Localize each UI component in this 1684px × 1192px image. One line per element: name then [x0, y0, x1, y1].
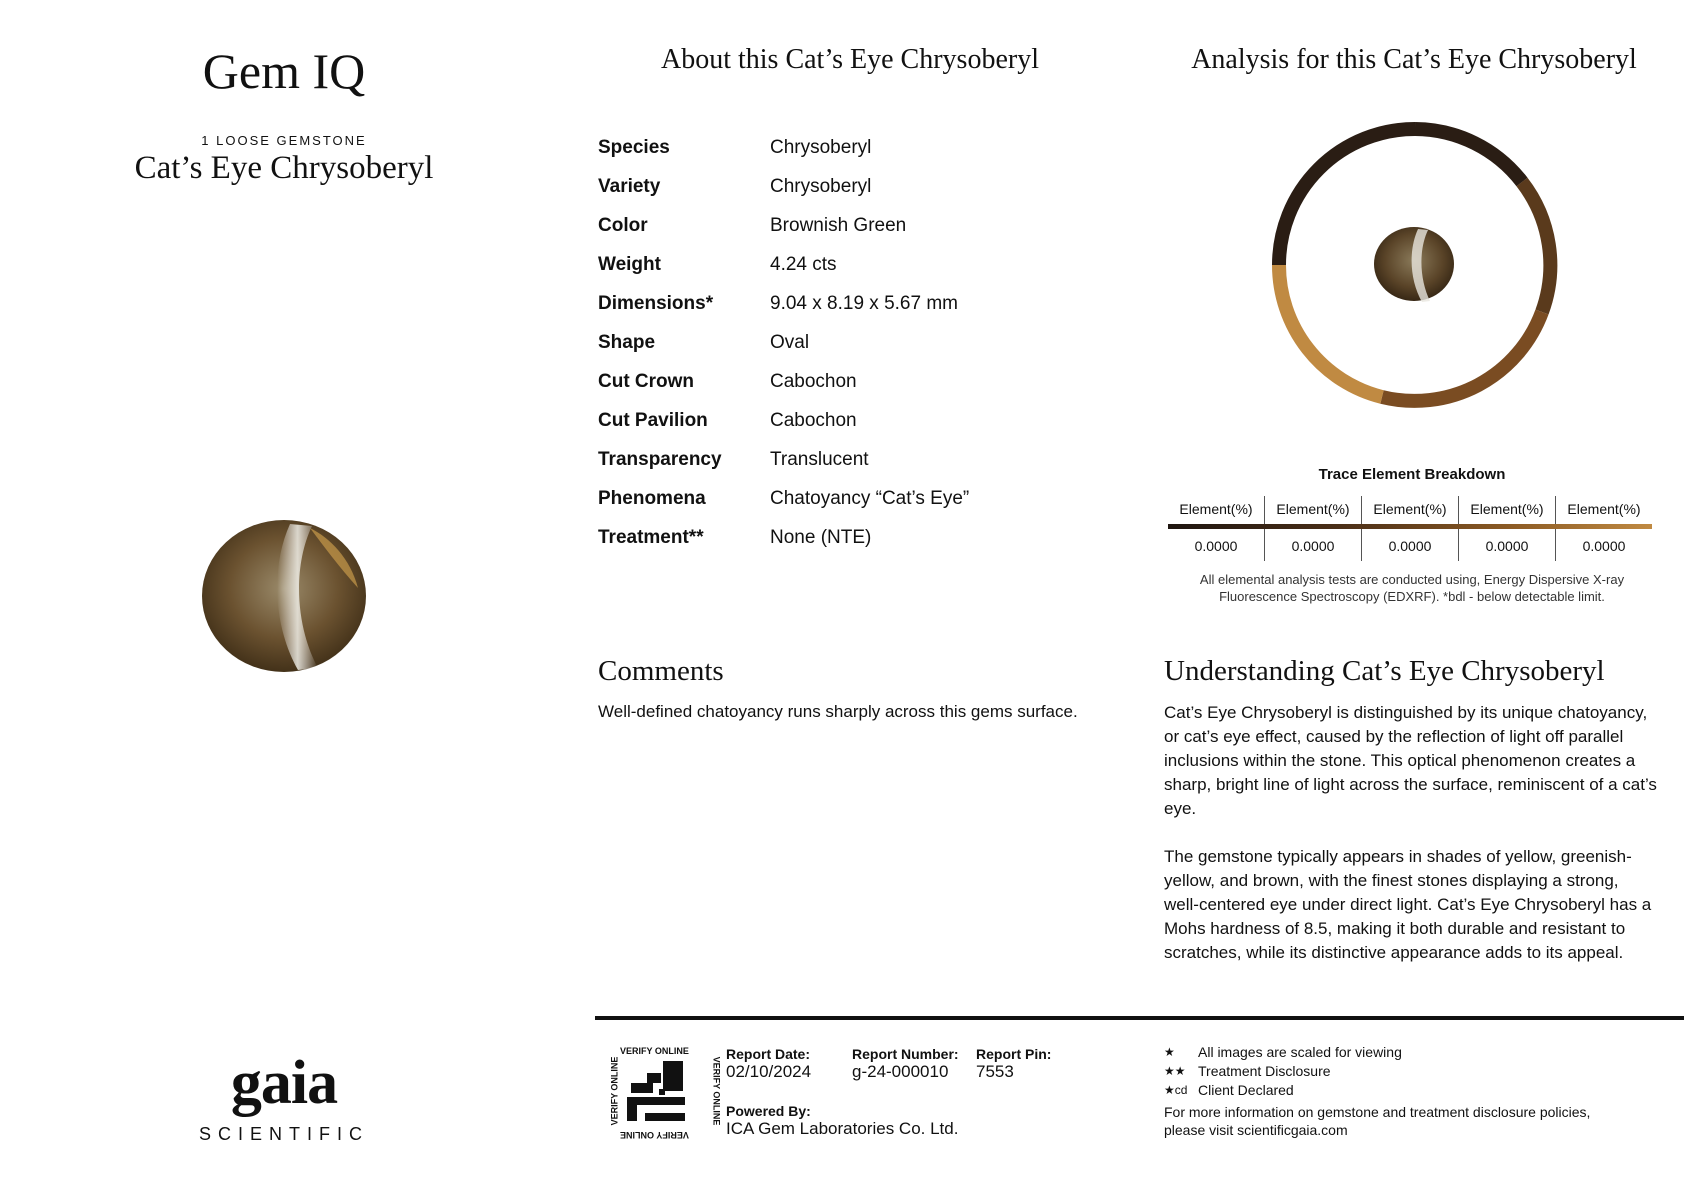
spec-value: Translucent — [770, 448, 869, 470]
powered-by-block — [726, 1103, 958, 1139]
report-pin-block — [976, 1046, 1051, 1082]
spec-value: Chrysoberyl — [770, 175, 872, 197]
spec-key: Phenomena — [598, 487, 706, 509]
spec-value: Brownish Green — [770, 214, 907, 236]
trace-note-line: Fluorescence Spectroscopy (EDXRF). *bdl - below detectable limit. — [1219, 589, 1605, 604]
verify-online-label: VERIFY ONLINE — [620, 1130, 689, 1140]
spec-row — [598, 128, 1098, 167]
note-row — [1164, 1080, 1664, 1099]
spec-row — [598, 323, 1098, 362]
spec-row — [598, 206, 1098, 245]
gemstone-thumbnail — [1372, 226, 1456, 304]
trace-value-cell: 0.0000 — [1194, 538, 1238, 554]
report-date-label: Report Date: — [726, 1046, 811, 1062]
spec-row — [598, 440, 1098, 479]
note-text: Client Declared — [1198, 1081, 1294, 1098]
ring-segment — [1382, 312, 1542, 401]
verify-online-label: VERIFY ONLINE — [620, 1046, 689, 1056]
spec-key: Shape — [598, 331, 656, 353]
report-pin-label: Report Pin: — [976, 1046, 1052, 1062]
spec-value: None (NTE) — [770, 526, 872, 548]
spec-value: Chrysoberyl — [770, 136, 872, 158]
note-text: All images are scaled for viewing — [1198, 1043, 1402, 1060]
understanding-paragraph: The gemstone typically appears in shades of yellow, greenish-yellow, and brown, with the finest stones displaying a strong, well-centered eye under direct light. Cat’s Eye Chrysoberyl has a Mohs hardness of 8.5, making it both durable and resistant to scratches, while its distinctive appearance adds to its appeal. — [1164, 847, 1652, 962]
spec-value: Cabochon — [770, 370, 857, 392]
spec-row — [598, 362, 1098, 401]
spec-row — [598, 167, 1098, 206]
trace-element-table — [1168, 496, 1652, 561]
gem-specifications-table — [598, 128, 1098, 557]
spec-row — [598, 479, 1098, 518]
trace-header-cell: Element(%) — [1458, 496, 1555, 524]
more-info-line[interactable]: please visit scientificgaia.com — [1164, 1122, 1348, 1138]
verify-online-label: VERIFY ONLINE — [609, 1056, 620, 1126]
spec-key: Dimensions* — [598, 292, 714, 314]
spec-key: Transparency — [598, 448, 722, 470]
spec-row — [598, 284, 1098, 323]
spec-key: Weight — [598, 253, 661, 275]
trace-header-row — [1168, 496, 1652, 524]
trace-value-cell: 0.0000 — [1555, 529, 1652, 561]
spec-key: Variety — [598, 175, 661, 197]
powered-by-label: Powered By: — [726, 1103, 811, 1119]
spec-key: Cut Crown — [598, 370, 695, 392]
about-section-title: About this Cat’s Eye Chrysoberyl — [661, 44, 1039, 75]
report-number-label: Report Number: — [852, 1046, 959, 1062]
trace-element-title: Trace Element Breakdown — [1318, 466, 1506, 483]
trace-value-cell: 0.0000 — [1361, 529, 1458, 561]
spec-row — [598, 518, 1098, 557]
trace-note-line: All elemental analysis tests are conducted using, Energy Dispersive X-ray — [1199, 572, 1625, 587]
report-number-value: g-24-000010 — [852, 1062, 949, 1081]
spec-value: Chatoyancy “Cat’s Eye” — [770, 487, 970, 509]
trace-header-cell: Element(%) — [1361, 496, 1458, 524]
note-symbol: ★ — [1164, 1044, 1175, 1059]
spec-value: Oval — [770, 331, 810, 353]
verify-online-label: VERIFY ONLINE — [711, 1056, 722, 1126]
trace-value-row — [1168, 529, 1652, 561]
ring-segment — [1522, 182, 1550, 312]
gemstone-count-label: 1 LOOSE GEMSTONE — [201, 133, 367, 148]
spec-value: 4.24 cts — [770, 253, 837, 275]
trace-header-cell: Element(%) — [1264, 496, 1361, 524]
understanding-body — [1164, 701, 1658, 989]
trace-value-cell: 0.0000 — [1458, 529, 1555, 561]
ring-segment — [1279, 265, 1382, 397]
note-row — [1164, 1042, 1664, 1061]
more-info-line: For more information on gemstone and treatment disclosure policies, — [1164, 1104, 1591, 1120]
note-symbol: ★★ — [1164, 1063, 1186, 1078]
gaia-logo-word: gaia — [230, 1049, 338, 1117]
note-text: Treatment Disclosure — [1198, 1062, 1331, 1079]
report-number-block — [852, 1046, 959, 1082]
spec-row — [598, 245, 1098, 284]
qr-code-icon — [625, 1059, 685, 1123]
spec-key: Cut Pavilion — [598, 409, 708, 431]
ring-segment — [1415, 129, 1522, 182]
understanding-title: Understanding Cat’s Eye Chrysoberyl — [1164, 655, 1605, 687]
trace-header-cell: Element(%) — [1179, 501, 1253, 517]
powered-by-value: ICA Gem Laboratories Co. Ltd. — [726, 1119, 959, 1138]
spec-value: Cabochon — [770, 409, 857, 431]
trace-value-cell: 0.0000 — [1264, 529, 1361, 561]
trace-header-cell: Element(%) — [1555, 496, 1652, 524]
gaia-logo-subtitle: SCIENTIFIC — [198, 1124, 369, 1144]
trace-analysis-note — [1168, 571, 1656, 605]
gemstone-photo — [200, 518, 368, 676]
more-info-text — [1164, 1103, 1664, 1139]
note-symbol: ★cd — [1164, 1082, 1188, 1097]
report-pin-value: 7553 — [976, 1062, 1014, 1081]
spec-key: Treatment** — [598, 526, 704, 548]
spec-key: Species — [598, 136, 670, 158]
verify-online-qr[interactable] — [606, 1046, 722, 1140]
report-date-value: 02/10/2024 — [726, 1062, 812, 1081]
spec-value: 9.04 x 8.19 x 5.67 mm — [770, 292, 958, 314]
brand-title: Gem IQ — [202, 43, 366, 99]
note-row — [1164, 1061, 1664, 1080]
footer-notes — [1164, 1042, 1664, 1139]
gemstone-name: Cat’s Eye Chrysoberyl — [134, 150, 434, 186]
report-date-block — [726, 1046, 811, 1082]
comments-text: Well-defined chatoyancy runs sharply across this gems surface. — [598, 702, 1078, 721]
analysis-section-title: Analysis for this Cat’s Eye Chrysoberyl — [1191, 44, 1637, 75]
comments-title: Comments — [598, 655, 724, 687]
footer-divider — [595, 1016, 1684, 1020]
understanding-paragraph: Cat’s Eye Chrysoberyl is distinguished by its unique chatoyancy, or cat’s eye effect, caused by the reflection of light off parallel inclusions within the stone. This optical phenomenon creates a sharp, bright line of light across the surface, reminiscent of a cat’s eye. — [1164, 703, 1657, 818]
spec-key: Color — [598, 214, 648, 236]
spec-row — [598, 401, 1098, 440]
